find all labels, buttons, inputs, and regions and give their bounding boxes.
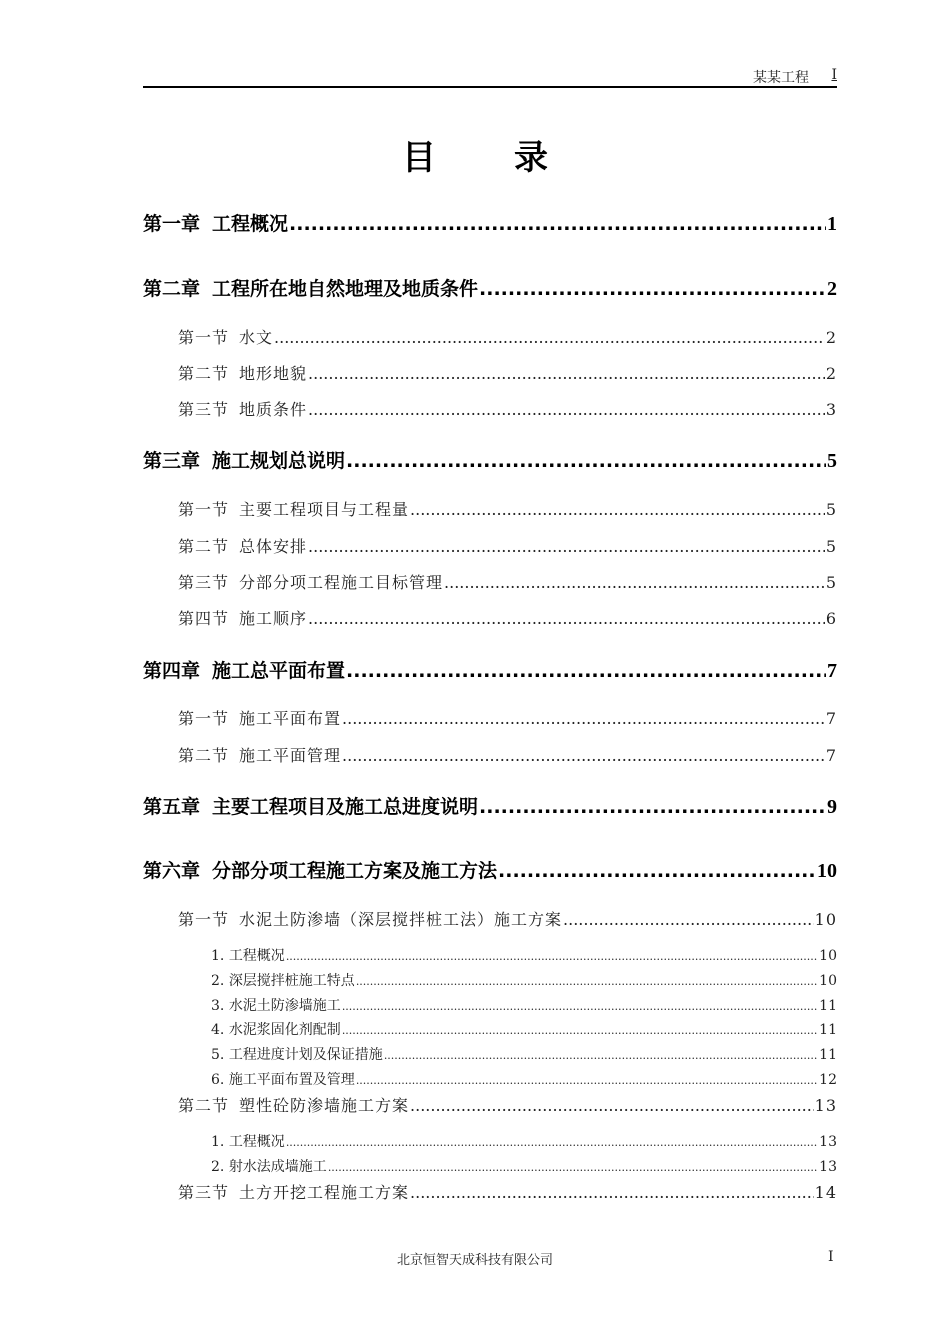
toc-leader [308,400,825,419]
toc-page-number: 12 [819,1072,837,1088]
toc-leader [308,364,825,383]
toc-chapter[interactable]: 第一章 工程概况 ..... 1 [143,209,837,236]
toc-leader [356,1074,818,1087]
toc-leader [342,1024,818,1037]
toc-page-number: 5 [825,573,837,592]
toc-section[interactable]: 第一节 主要工程项目与工程量 ..... 5 [178,497,837,520]
toc-page-number: 14 [814,1183,837,1202]
toc-leader [346,450,826,472]
toc-chapter[interactable]: 第五章 主要工程项目及施工总进度说明 ..... 9 [143,792,837,819]
toc-leader [479,796,826,818]
toc-item[interactable]: 1. 工程概况 ..... 13 [211,1131,837,1151]
toc-section[interactable]: 第三节 地质条件 ..... 3 [178,397,837,420]
toc-leader [410,500,825,519]
header-title: 某某工程 [753,70,809,86]
toc-leader [289,213,826,235]
toc-page-number: 9 [827,796,837,818]
toc-chapter[interactable]: 第三章 施工规划总说明 ..... 5 [143,446,837,473]
toc-page-number: 2 [825,328,837,347]
toc-section[interactable]: 第三节 土方开挖工程施工方案 ..... 14 [178,1180,837,1203]
toc-leader [274,328,825,347]
header-page-number: I [831,67,837,83]
toc-page-number: 5 [825,500,837,519]
toc-leader [342,746,825,765]
toc-leader [286,950,818,963]
toc-section[interactable]: 第四节 施工顺序 ..... 6 [178,606,837,629]
toc-leader [346,660,826,682]
toc-item[interactable]: 6. 施工平面布置及管理 ..... 12 [211,1069,837,1089]
toc-leader [342,709,825,728]
toc-item[interactable]: 4. 水泥浆固化剂配制 ..... 11 [211,1019,837,1039]
toc-item[interactable]: 2. 深层搅拌桩施工特点 ..... 10 [211,970,837,990]
toc-leader [356,975,818,988]
toc-leader [308,609,825,628]
toc-leader [498,860,816,882]
document-title: 目录 [402,138,626,178]
toc-page-number: 13 [814,1096,837,1115]
toc-leader [444,573,825,592]
toc-page-number: 7 [827,660,837,682]
toc-page-number: 2 [827,278,837,300]
toc-section[interactable]: 第三节 分部分项工程施工目标管理 ..... 5 [178,570,837,593]
toc-page-number: 5 [825,537,837,556]
toc-section[interactable]: 第一节 施工平面布置 ..... 7 [178,706,837,729]
toc-section[interactable]: 第二节 总体安排 ..... 5 [178,534,837,557]
toc-page-number: 11 [819,998,837,1014]
toc-page-number: 11 [819,1022,837,1038]
toc-section[interactable]: 第二节 地形地貌 ..... 2 [178,361,837,384]
footer-page-number: I [828,1249,834,1265]
toc-item[interactable]: 5. 工程进度计划及保证措施 ..... 11 [211,1044,837,1064]
toc-leader [286,1136,818,1149]
toc-page-number: 13 [819,1134,837,1150]
toc-page-number: 10 [819,973,837,989]
toc-leader [410,1183,814,1202]
toc-leader [384,1049,818,1062]
toc-page-number: 10 [814,910,837,929]
toc-page-number: 5 [827,450,837,472]
toc-page-number: 7 [825,709,837,728]
toc-chapter[interactable]: 第二章 工程所在地自然地理及地质条件 ..... 2 [143,274,837,301]
toc-leader [479,278,826,300]
toc-page-number: 13 [819,1159,837,1175]
toc-leader [410,1096,814,1115]
toc-item[interactable]: 1. 工程概况 ..... 10 [211,945,837,965]
toc-page-number: 11 [819,1047,837,1063]
toc-page-number: 10 [817,860,837,882]
toc-item[interactable]: 3. 水泥土防渗墙施工 ..... 11 [211,995,837,1015]
toc-page-number: 6 [825,609,837,628]
toc-leader [328,1161,818,1174]
toc-page-number: 10 [819,948,837,964]
toc-page-number: 7 [825,746,837,765]
toc-item[interactable]: 2. 射水法成墙施工 ..... 13 [211,1156,837,1176]
toc-page-number: 1 [827,213,837,235]
page-header [143,66,837,88]
toc-chapter[interactable]: 第六章 分部分项工程施工方案及施工方法 ..... 10 [143,856,837,883]
toc-section[interactable]: 第二节 塑性砼防渗墙施工方案 ..... 13 [178,1093,837,1116]
toc-leader [308,537,825,556]
toc-chapter[interactable]: 第四章 施工总平面布置 ..... 7 [143,656,837,683]
toc-section[interactable]: 第二节 施工平面管理 ..... 7 [178,743,837,766]
toc-leader [563,910,814,929]
toc-section[interactable]: 第一节 水泥土防渗墙（深层搅拌桩工法）施工方案 ..... 10 [178,907,837,930]
toc-page-number: 2 [825,364,837,383]
toc-leader [342,1000,818,1013]
toc-page-number: 3 [825,400,837,419]
toc-section[interactable]: 第一节 水文 ..... 2 [178,325,837,348]
footer-company: 北京恒智天成科技有限公司 [396,1253,553,1268]
